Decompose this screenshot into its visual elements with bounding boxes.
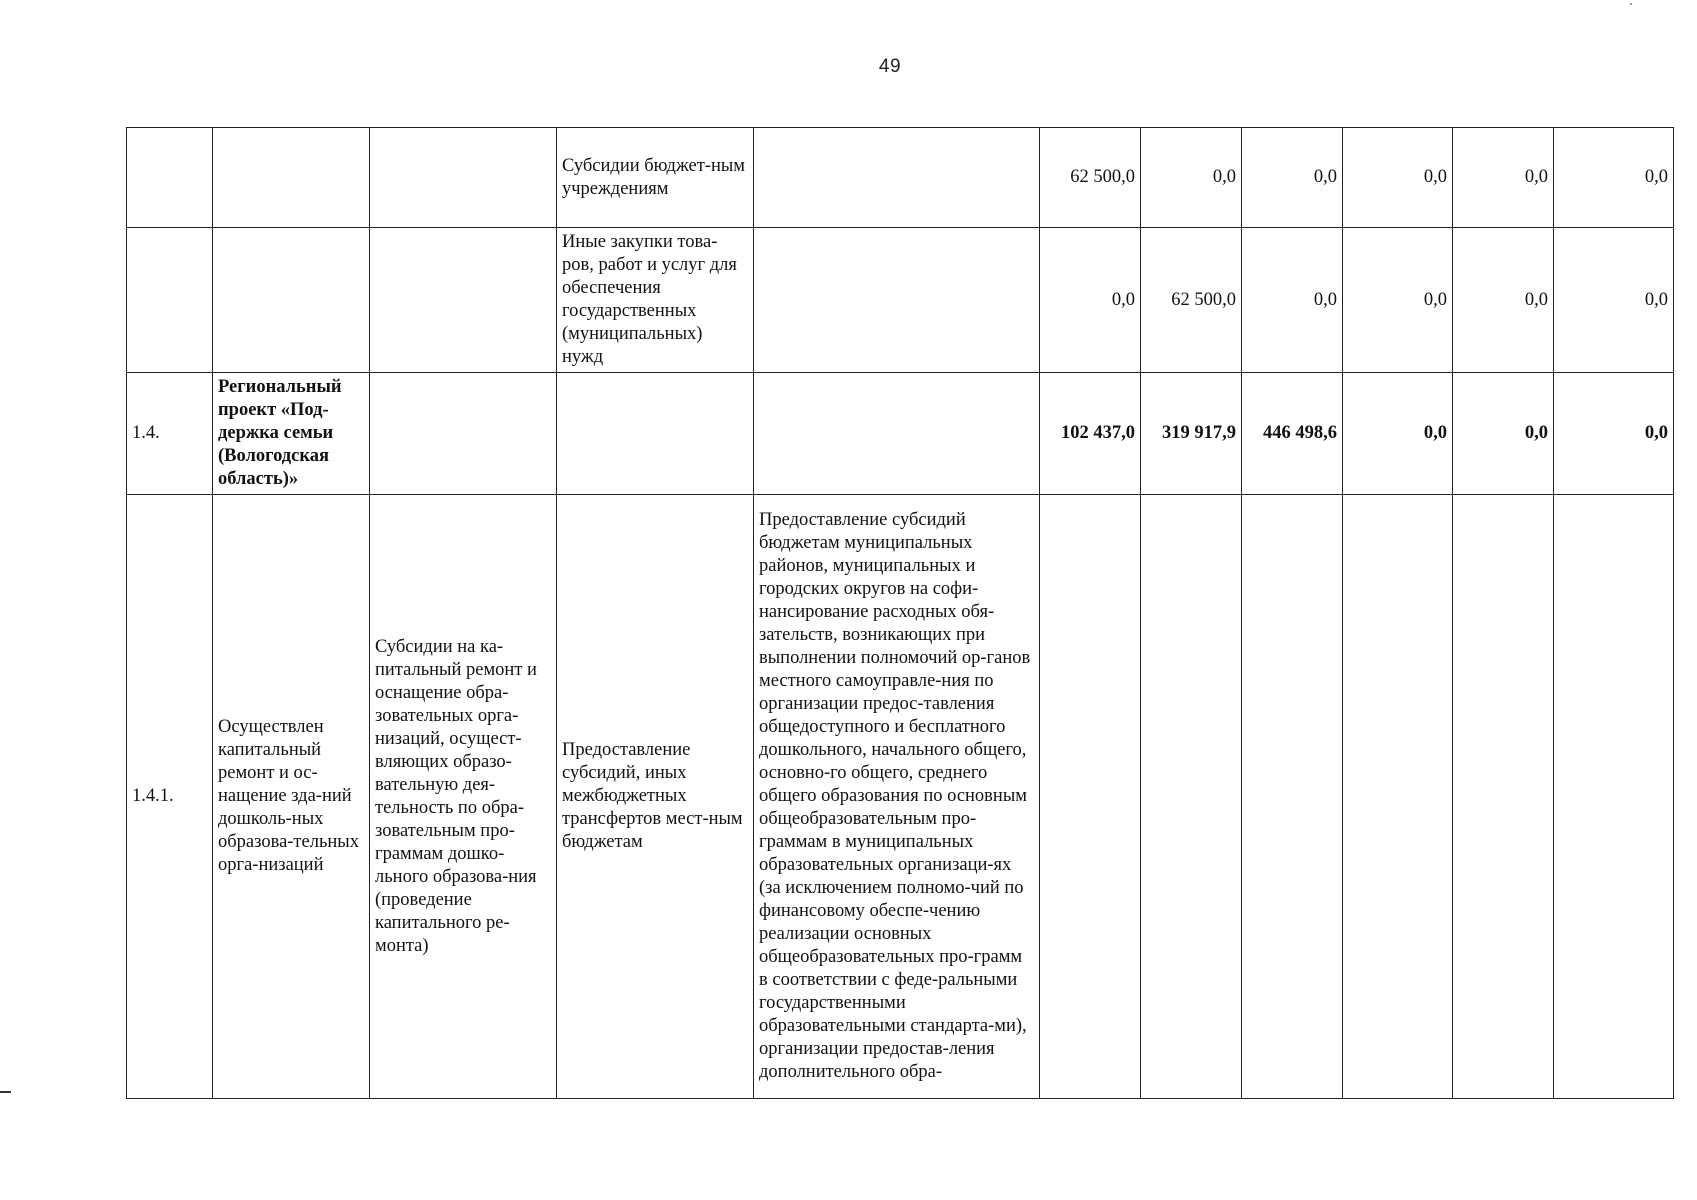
value-cell: 0,0 — [1554, 128, 1674, 228]
value-cell: 0,0 — [1554, 373, 1674, 495]
row-measure — [370, 373, 557, 495]
table-row — [127, 373, 1674, 495]
row-measure: Субсидии на ка-питальный ремонт и оснащение обра-зовательных орга-низаций, осущест-вляющих образо-вательную дея-тельность по обра-зовательным про-граммам дошко-льного образова-ния (проведение капитального ре-монта) — [370, 495, 557, 1099]
value-cell: 0,0 — [1554, 228, 1674, 373]
value-cell: 62 500,0 — [1040, 128, 1141, 228]
row-expense-type: Субсидии бюджет-ным учреждениям — [557, 128, 754, 228]
table-row — [127, 495, 1674, 1099]
row-name: Осуществлен капитальный ремонт и ос-нащение зда-ний дошколь-ных образова-тельных орга-низаций — [213, 495, 370, 1099]
value-cell: 0,0 — [1242, 228, 1343, 373]
row-code — [127, 228, 213, 373]
row-expense-type: Иные закупки това-ров, работ и услуг для обеспечения государственных (муниципальных) нужд — [557, 228, 754, 373]
value-cell — [1040, 495, 1141, 1099]
table-row — [127, 228, 1674, 373]
value-cell: 319 917,9 — [1141, 373, 1242, 495]
value-cell: 446 498,6 — [1242, 373, 1343, 495]
value-cell: 0,0 — [1343, 228, 1453, 373]
row-measure — [370, 228, 557, 373]
value-cell — [1554, 495, 1674, 1099]
value-cell: 0,0 — [1242, 128, 1343, 228]
row-expense-type — [557, 373, 754, 495]
page-number: 49 — [878, 56, 902, 77]
value-cell — [1242, 495, 1343, 1099]
value-cell — [1141, 495, 1242, 1099]
row-expense-type: Предоставление субсидий, иных межбюджетных трансфертов мест-ным бюджетам — [557, 495, 754, 1099]
table-row — [127, 128, 1674, 228]
row-code: 1.4.1. — [127, 495, 213, 1099]
value-cell: 0,0 — [1453, 373, 1554, 495]
row-description — [754, 228, 1040, 373]
value-cell: 0,0 — [1453, 128, 1554, 228]
row-measure — [370, 128, 557, 228]
value-cell: 0,0 — [1453, 228, 1554, 373]
value-cell — [1343, 495, 1453, 1099]
row-description — [754, 373, 1040, 495]
scan-mark — [0, 1091, 11, 1093]
value-cell: 0,0 — [1141, 128, 1242, 228]
row-code: 1.4. — [127, 373, 213, 495]
value-cell: 102 437,0 — [1040, 373, 1141, 495]
row-description: Предоставление субсидий бюджетам муниципальных районов, муниципальных и городских округов на софи-нансирование расходных обя-зательств, возникающих при выполнении полномочий ор-ганов местного самоуправле-ния по организации предос-тавления общедоступного и бесплатного дошкольного, начального общего, основно-го общего, среднего общего образования по основным общеобразовательным про-граммам в муниципальных образовательных организаци-ях (за исключением полномо-чий по финансовому обеспе-чению реализации основных общеобразовательных про-грамм в соответствии с феде-ральными государственными образовательными стандарта-ми), организации предостав-ления дополнительного обра- — [754, 495, 1040, 1099]
value-cell: 0,0 — [1040, 228, 1141, 373]
scan-dot — [1630, 3, 1632, 5]
row-name — [213, 228, 370, 373]
value-cell: 62 500,0 — [1141, 228, 1242, 373]
row-name — [213, 128, 370, 228]
budget-table — [126, 127, 1674, 1099]
value-cell: 0,0 — [1343, 128, 1453, 228]
row-code — [127, 128, 213, 228]
row-description — [754, 128, 1040, 228]
row-name: Региональный проект «Под-держка семьи (Вологодская область)» — [213, 373, 370, 495]
value-cell — [1453, 495, 1554, 1099]
value-cell: 0,0 — [1343, 373, 1453, 495]
